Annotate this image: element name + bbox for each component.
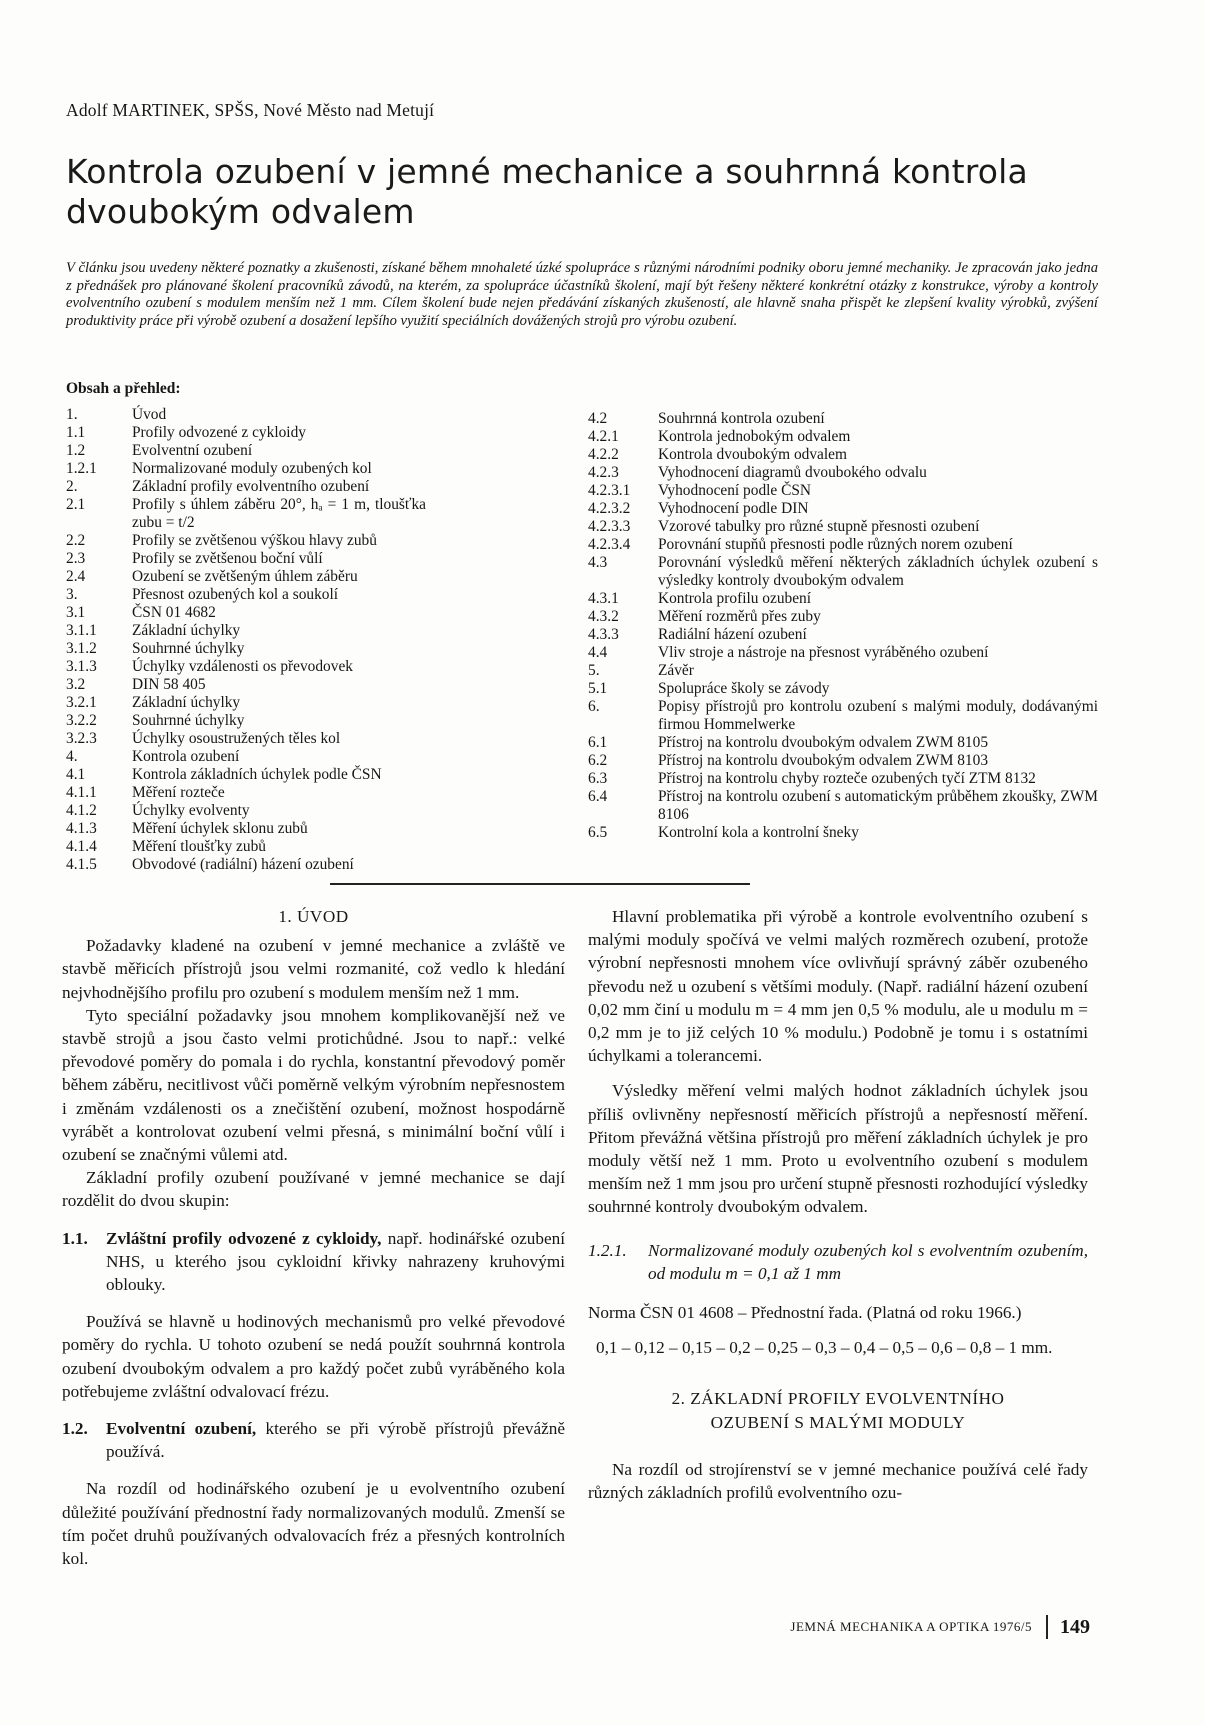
toc-entry-title: Měření tloušťky zubů — [132, 838, 266, 855]
title-line-2: dvoubokým odvalem — [66, 192, 415, 231]
toc-entry-number: 3.2.3 — [66, 730, 97, 747]
title-line-1: Kontrola ozubení v jemné mechanice a souhrnná kontrola — [66, 152, 1028, 191]
toc-entry-title: Kontrola ozubení — [132, 748, 240, 765]
abstract — [66, 260, 1098, 331]
toc-entry — [588, 824, 1098, 842]
toc-entry — [66, 820, 426, 838]
paragraph: Tyto speciální požadavky jsou mnohem komplikovanější než ve stavbě strojů a jsou často velmi protichůdné. Jsou to např.: velké převodové poměry do pomala i do rychla, konstantní převodový poměr během záběru, necitlivost vůči poměrně velkým výrobním nepřesnostem i změnám vzdálenosti os a znečištění ozubení, možnost hospodárně vyrábět a kontrolovat ozubení velmi přesná, s minimální boční vůlí i ozubení se značnými vůlemi atd. — [62, 1005, 565, 1165]
article-title — [66, 152, 1126, 232]
toc-entry-number: 2. — [66, 478, 78, 495]
toc-entry-title: Profily se zvětšenou výškou hlavy zubů — [132, 532, 377, 549]
subsection-number: 1.1. — [62, 1228, 88, 1248]
toc-entry — [588, 698, 1098, 734]
toc-right-column — [588, 410, 1098, 842]
page-number: 149 — [1060, 1615, 1090, 1638]
toc-entry-number: 3.2.1 — [66, 694, 97, 711]
toc-entry-number: 2.1 — [66, 496, 86, 513]
toc-entry-number: 4.2.3.2 — [588, 500, 631, 517]
module-series: 0,1 – 0,12 – 0,15 – 0,2 – 0,25 – 0,3 – 0,4 – 0,5 – 0,6 – 0,8 – 1 mm. — [596, 1338, 1053, 1358]
toc-entry-title: Měření rozteče — [132, 784, 225, 801]
body-right-column — [588, 905, 1088, 1504]
toc-entry-title: Přesnost ozubených kol a soukolí — [132, 586, 339, 603]
toc-entry-number: 1. — [66, 406, 78, 423]
toc-entry-number: 1.2 — [66, 442, 86, 459]
toc-entry — [588, 752, 1098, 770]
section-divider — [330, 883, 750, 885]
toc-entry-title: Základní úchylky — [132, 622, 241, 639]
toc-entry-title: Základní úchylky — [132, 694, 241, 711]
section-2-heading-line-1: 2. ZÁKLADNÍ PROFILY EVOLVENTNÍHO — [671, 1389, 1005, 1409]
toc-entry-number: 4.3.3 — [588, 626, 619, 643]
toc-entry — [588, 554, 1098, 590]
toc-entry-title: Základní profily evolventního ozubení — [132, 478, 370, 495]
paragraph: Hlavní problematika při výrobě a kontrole evolventního ozubení s malými moduly spočívá ve velmi malých rozměrech ozubení, protože výrobní nepřesnosti mnohem více ovlivňují správný záběr ozubeného převodu než u ozubení s většími moduly. (Např. radiální házení ozubení 0,02 mm činí u modulu m = 4 mm jen 0,5 % modulu, ale u modulu m = 0,2 mm je to již celých 10 % modulu.) Podobně je tomu i s ostatními úchylkami a tolerancemi. — [588, 907, 1088, 1066]
toc-entry-number: 6. — [588, 698, 600, 715]
toc-entry-title: Vyhodnocení diagramů dvoubokého odvalu — [658, 464, 927, 481]
toc-entry-title: Přístroj na kontrolu chyby rozteče ozubených tyčí ZTM 8132 — [658, 770, 1036, 787]
toc-entry — [588, 590, 1098, 608]
section-2-heading-line-2: OZUBENÍ S MALÝMI MODULY — [710, 1412, 966, 1432]
toc-entry — [66, 622, 426, 640]
toc-entry — [66, 550, 426, 568]
paragraph: Používá se hlavně u hodinových mechanismů pro velké převodové poměry do rychla. U tohoto ozubení se nedá použít souhrnná kontrola ozubení dvoubokým odvalem a pro každý počet zubů vyráběného kola potřebujeme zvláštní odvalovací frézu. — [62, 1312, 565, 1401]
body-left-column — [62, 905, 565, 1570]
toc-entry-title: Popisy přístrojů pro kontrolu ozubení s malými moduly, dodávanými firmou Hommelwerke — [658, 698, 1098, 733]
toc-entry — [66, 496, 426, 532]
paragraph: Výsledky měření velmi malých hodnot základních úchylek jsou příliš ovlivněny nepřesností měřicích přístrojů a nepřesností měření. Přitom převážná většina přístrojů pro měření základních úchylek je pro moduly větší než 1 mm. Proto u evolventního ozubení s modulem menším než 1 mm jsou pro určení stupně přesnosti rozhodující výsledky souhrnné kontroly dvoubokým odvalem. — [588, 1081, 1088, 1217]
toc-entry-number: 4.1 — [66, 766, 86, 783]
subsection-title: Zvláštní profily odvozené z cykloidy, — [106, 1228, 382, 1248]
subsection-1-2-1 — [588, 1239, 1088, 1285]
toc-entry — [66, 568, 426, 586]
toc-entry-number: 3.2.2 — [66, 712, 97, 729]
toc-entry-number: 4.2.3.3 — [588, 518, 631, 535]
toc-entry-title: Profily odvozené z cykloidy — [132, 424, 306, 441]
toc-entry-title: Profily se zvětšenou boční vůlí — [132, 550, 323, 567]
toc-heading: Obsah a přehled: — [66, 380, 181, 397]
subsection-title: Normalizované moduly ozubených kol s evolventním ozubením, od modulu m = 0,1 až 1 mm — [648, 1240, 1088, 1283]
toc-entry — [66, 460, 426, 478]
paragraph: Na rozdíl od strojírenství se v jemné mechanice používá celé řady různých základních profilů evolventního ozu- — [588, 1459, 1088, 1503]
toc-entry-title: Vliv stroje a nástroje na přesnost vyráběného ozubení — [658, 644, 989, 661]
toc-entry-title: Vyhodnocení podle DIN — [658, 500, 809, 517]
subsection-number: 1.2.1. — [588, 1240, 627, 1260]
toc-entry-number: 3.1 — [66, 604, 86, 621]
toc-entry — [66, 712, 426, 730]
toc-entry-title: Normalizované moduly ozubených kol — [132, 460, 372, 477]
toc-entry — [66, 748, 426, 766]
toc-entry — [66, 586, 426, 604]
toc-entry-title: Ozubení se zvětšeným úhlem záběru — [132, 568, 358, 585]
toc-entry-number: 4.1.1 — [66, 784, 97, 801]
toc-entry-number: 4.4 — [588, 644, 608, 661]
toc-entry — [588, 662, 1098, 680]
toc-entry-title: Závěr — [658, 662, 694, 679]
toc-entry-title: Úchylky osoustružených těles kol — [132, 730, 341, 747]
toc-entry — [588, 500, 1098, 518]
paragraph: Požadavky kladené na ozubení v jemné mechanice a zvláště ve stavbě měřicích přístrojů jsou velmi rozmanité, což vedlo k hledání nejvhodnějšího profilu pro ozubení s modulem menším než 1 mm. — [62, 936, 565, 1002]
paragraph: Norma ČSN 01 4608 – Přednostní řada. (Platná od roku 1966.) — [588, 1303, 1022, 1323]
toc-entry-title: DIN 58 405 — [132, 676, 206, 693]
toc-entry-title: Přístroj na kontrolu dvoubokým odvalem ZWM 8105 — [658, 734, 989, 751]
section-2-heading — [588, 1387, 1088, 1433]
toc-entry-title: Přístroj na kontrolu dvoubokým odvalem ZWM 8103 — [658, 752, 989, 769]
toc-entry-number: 5. — [588, 662, 600, 679]
toc-entry — [588, 644, 1098, 662]
toc-entry — [66, 640, 426, 658]
toc-entry — [66, 766, 426, 784]
toc-entry-title: Souhrnné úchylky — [132, 640, 245, 657]
toc-entry-title: Měření rozměrů přes zuby — [658, 608, 821, 625]
toc-entry-number: 4.3.1 — [588, 590, 619, 607]
toc-entry — [66, 802, 426, 820]
toc-entry-number: 3.1.2 — [66, 640, 97, 657]
toc-entry — [588, 788, 1098, 824]
toc-left-column — [66, 406, 426, 874]
abstract-text: V článku jsou uvedeny některé poznatky a zkušenosti, získané během mnohaleté úzké spolupráce s různými národními podniky oboru jemné mechaniky. Je zpracován jako jedna z přednášek pro plánované školení pracovníků závodů, na kterém, za spolupráce účastníků školení, mají být řešeny některé konkrétní otázky z konstrukce, výroby a kontroly evolventního ozubení s modulem menším než 1 mm. Cílem školení bude nejen předávání získaných zkušeností, ale hlavně snaha přispět ke zlepšení kvality výrobků, zvýšení produktivity práce při výrobě ozubení a dosažení lepšího využití speciálních dovážených strojů pro výrobu ozubení. — [66, 260, 1098, 330]
toc-entry-number: 3.2 — [66, 676, 86, 693]
toc-entry — [66, 730, 426, 748]
toc-entry — [588, 518, 1098, 536]
subsection-text: např. hodinářské ozubení NHS, u kterého jsou cykloidní křivky nahrazeny kruhovými oblouky. — [106, 1228, 565, 1295]
toc-entry — [588, 464, 1098, 482]
toc-entry — [66, 532, 426, 550]
toc-entry-number: 4.1.4 — [66, 838, 97, 855]
toc-entry-title: Vzorové tabulky pro různé stupně přesnosti ozubení — [658, 518, 980, 535]
toc-entry-number: 2.2 — [66, 532, 86, 549]
toc-entry — [66, 406, 426, 424]
toc-entry-number: 2.3 — [66, 550, 86, 567]
toc-entry-number: 2.4 — [66, 568, 86, 585]
toc-entry — [66, 784, 426, 802]
toc-entry-title: ČSN 01 4682 — [132, 604, 216, 621]
subsection-title: Evolventní ozubení, — [106, 1419, 257, 1439]
toc-entry — [66, 856, 426, 874]
toc-entry-number: 6.5 — [588, 824, 608, 841]
toc-entry-title: Měření úchylek sklonu zubů — [132, 820, 308, 837]
paragraph: Základní profily ozubení používané v jemné mechanice se dají rozdělit do dvou skupin: — [62, 1168, 565, 1211]
subsection-1-1 — [62, 1227, 565, 1297]
toc-entry-number: 4.1.3 — [66, 820, 97, 837]
toc-entry-number: 6.2 — [588, 752, 608, 769]
toc-entry-number: 4.3.2 — [588, 608, 619, 625]
toc-entry-title: Obvodové (radiální) házení ozubení — [132, 856, 354, 873]
toc-entry-number: 6.3 — [588, 770, 608, 787]
toc-entry-title: Přístroj na kontrolu ozubení s automatickým průběhem zkoušky, ZWM 8106 — [658, 788, 1098, 823]
toc-entry-title: Souhrnné úchylky — [132, 712, 245, 729]
toc-entry-title: Kontrola dvoubokým odvalem — [658, 446, 847, 463]
toc-entry-number: 1.2.1 — [66, 460, 97, 477]
toc-entry-number: 3. — [66, 586, 78, 603]
toc-entry — [588, 428, 1098, 446]
toc-entry-number: 4.1.5 — [66, 856, 97, 873]
toc-entry-title: Radiální házení ozubení — [658, 626, 807, 643]
toc-entry — [588, 734, 1098, 752]
toc-entry-number: 6.1 — [588, 734, 608, 751]
subsection-text: kterého se při výrobě přístrojů převážně používá. — [106, 1419, 565, 1462]
toc-entry-number: 4.1.2 — [66, 802, 97, 819]
footer-divider — [1046, 1615, 1048, 1639]
toc-entry-title: Spolupráce školy se závody — [658, 680, 830, 697]
toc-entry-number: 4.2.1 — [588, 428, 619, 445]
toc-entry — [66, 478, 426, 496]
toc-entry-title: Evolventní ozubení — [132, 442, 253, 459]
toc-entry — [66, 694, 426, 712]
page-footer — [740, 1615, 1090, 1639]
toc-entry-number: 4.2 — [588, 410, 608, 427]
toc-entry — [588, 770, 1098, 788]
toc-entry-title: Kontrolní kola a kontrolní šneky — [658, 824, 859, 841]
toc-entry — [588, 680, 1098, 698]
toc-entry-number: 4.3 — [588, 554, 608, 571]
toc-entry — [66, 838, 426, 856]
section-1-heading: 1. ÚVOD — [278, 907, 349, 926]
toc-entry-title: Úchylky evolventy — [132, 802, 250, 819]
toc-entry — [588, 482, 1098, 500]
toc-entry-title: Porovnání stupňů přesnosti podle různých norem ozubení — [658, 536, 1013, 553]
toc-entry-title: Kontrola profilu ozubení — [658, 590, 812, 607]
toc-entry-title: Kontrola jednobokým odvalem — [658, 428, 851, 445]
toc-entry — [66, 442, 426, 460]
toc-entry-title: Kontrola základních úchylek podle ČSN — [132, 766, 382, 783]
toc-entry-number: 6.4 — [588, 788, 608, 805]
toc-entry — [588, 626, 1098, 644]
toc-entry-number: 5.1 — [588, 680, 608, 697]
toc-entry — [66, 658, 426, 676]
toc-entry-title: Vyhodnocení podle ČSN — [658, 482, 812, 499]
paragraph: Na rozdíl od hodinářského ozubení je u evolventního ozubení důležité používání přednostní řady normalizovaných modulů. Zmenší se tím počet druhů používaných odvalovacích fréz a přesných kontrolních kol. — [62, 1479, 565, 1569]
toc-entry — [588, 446, 1098, 464]
toc-entry — [588, 608, 1098, 626]
toc-entry-title: Porovnání výsledků měření některých základních úchylek ozubení s výsledky kontroly dvoubokým odvalem — [658, 554, 1098, 589]
toc-entry — [66, 676, 426, 694]
toc-entry-number: 4.2.2 — [588, 446, 619, 463]
subsection-1-2 — [62, 1417, 565, 1463]
toc-entry — [588, 536, 1098, 554]
toc-entry-title: Úvod — [132, 406, 167, 423]
toc-entry — [588, 410, 1098, 428]
subsection-number: 1.2. — [62, 1419, 88, 1439]
toc-entry-number: 3.1.3 — [66, 658, 97, 675]
journal-name: JEMNÁ MECHANIKA A OPTIKA 1976/5 — [790, 1619, 1032, 1634]
toc-entry-number: 4.2.3.4 — [588, 536, 631, 553]
toc-entry-number: 1.1 — [66, 424, 86, 441]
toc-entry-title: Úchylky vzdálenosti os převodovek — [132, 658, 353, 675]
author-line: Adolf MARTINEK, SPŠS, Nové Město nad Metují — [66, 100, 435, 120]
toc-entry-number: 4. — [66, 748, 78, 765]
toc-entry-number: 4.2.3.1 — [588, 482, 631, 499]
toc-entry-title: Profily s úhlem záběru 20°, hₐ = 1 m, tloušťka zubu = t/2 — [132, 496, 426, 531]
toc-entry — [66, 424, 426, 442]
toc-entry-number: 3.1.1 — [66, 622, 97, 639]
toc-entry — [66, 604, 426, 622]
toc-entry-title: Souhrnná kontrola ozubení — [658, 410, 825, 427]
toc-entry-number: 4.2.3 — [588, 464, 619, 481]
